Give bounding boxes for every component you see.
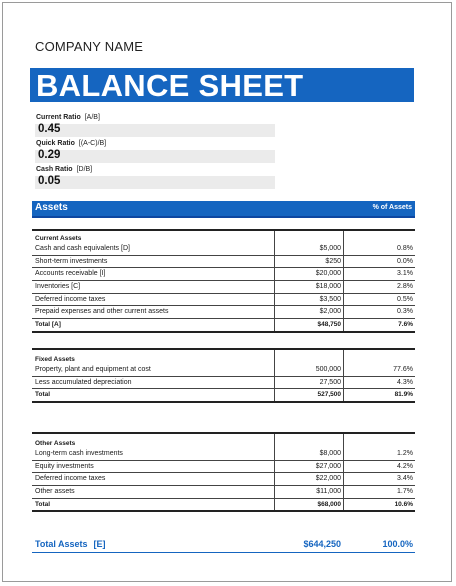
cash-ratio-value: 0.05 [38,175,61,187]
row-label: Property, plant and equipment at cost [35,366,151,373]
row-amount: $2,000 [319,308,341,316]
pct-assets-header: % of Assets [372,204,412,211]
total-assets-row[interactable] [32,537,415,553]
current-ratio-cell[interactable] [35,124,275,137]
cash-ratio-formula: [D/B] [76,166,93,173]
table-row[interactable] [32,256,415,269]
current-ratio-value: 0.45 [38,123,61,135]
total-amount: $68,000 [317,500,341,508]
row-label: Accounts receivable [I] [35,270,106,278]
table-row[interactable] [32,461,415,474]
row-label: Inventories [C] [35,283,81,291]
row-amount: $8,000 [319,450,341,457]
fixed-assets-title: Fixed Assets [35,356,75,363]
table-row[interactable] [32,268,415,281]
other-assets-title: Other Assets [35,440,76,447]
row-pct: 0.5% [397,295,413,303]
row-amount: $22,000 [315,475,341,483]
row-amount: $11,000 [316,488,341,496]
table-row[interactable] [32,364,415,377]
cash-ratio-label [36,166,92,173]
total-assets-name: Total Assets [35,539,88,549]
row-pct: 1.2% [397,450,413,457]
row-pct: 3.1% [397,270,413,278]
total-label: Total [35,500,51,508]
total-label: Total [35,391,51,399]
fixed-assets-section [32,348,415,403]
company-name: COMPANY NAME [35,39,144,54]
row-label: Equity investments [35,462,94,470]
row-amount: 27,500 [319,378,341,386]
total-assets-pct: 100.0% [382,539,413,549]
row-pct: 4.2% [397,462,413,470]
total-amount: $48,750 [317,321,341,329]
other-assets-section [32,432,415,512]
quick-ratio-cell[interactable] [35,150,275,163]
row-pct: 0.8% [397,245,413,252]
current-ratio-formula: [A/B] [84,114,100,121]
assets-title: Assets [35,202,68,213]
current-assets-title: Current Assets [35,235,82,242]
total-row[interactable] [32,389,415,403]
current-ratio-name: Current Ratio [36,114,81,121]
row-amount: $18,000 [315,283,341,291]
table-row[interactable] [32,486,415,499]
page-title: BALANCE SHEET [36,68,304,103]
total-row[interactable] [32,319,415,333]
total-row[interactable] [32,499,415,513]
row-amount: $5,000 [319,245,341,252]
row-label: Cash and cash equivalents [D] [35,245,130,252]
row-amount: 500,000 [315,366,341,373]
row-label: Long-term cash investments [35,450,123,457]
row-pct: 0.3% [397,308,413,316]
current-ratio-label [36,114,100,121]
total-pct: 7.6% [398,321,413,329]
row-label: Deferred income taxes [35,475,106,483]
row-label: Less accumulated depreciation [35,378,132,386]
cash-ratio-cell[interactable] [35,176,275,189]
total-amount: 527,500 [317,391,341,399]
row-label: Short-term investments [35,257,108,265]
row-pct: 77.6% [393,366,413,373]
row-label: Other assets [35,488,75,496]
table-row[interactable] [32,294,415,307]
row-label: Deferred income taxes [35,295,106,303]
table-row[interactable] [32,377,415,390]
row-pct: 3.4% [397,475,413,483]
table-row[interactable] [32,281,415,294]
row-label: Prepaid expenses and other current assets [35,308,169,316]
total-pct: 10.6% [394,500,413,508]
table-row[interactable] [32,306,415,319]
total-assets-amount: $644,250 [303,539,341,549]
cash-ratio-name: Cash Ratio [36,166,73,173]
title-banner [30,68,414,102]
total-assets-formula: [E] [93,539,106,549]
current-assets-section [32,229,415,333]
quick-ratio-formula: [(A-C)/B] [78,140,107,147]
total-pct: 81.9% [394,391,413,399]
row-amount: $20,000 [315,270,341,278]
total-label: Total [A] [35,321,61,329]
table-row[interactable] [32,243,415,256]
total-assets-label [35,539,106,549]
quick-ratio-value: 0.29 [38,149,61,161]
row-pct: 4.3% [397,378,413,386]
quick-ratio-name: Quick Ratio [36,140,75,147]
row-amount: $250 [325,257,341,265]
row-pct: 2.8% [397,283,413,291]
quick-ratio-label [36,140,106,147]
table-row[interactable] [32,473,415,486]
table-row[interactable] [32,448,415,461]
row-pct: 0.0% [397,257,413,265]
row-amount: $3,500 [319,295,341,303]
row-amount: $27,000 [315,462,341,470]
assets-header [32,201,415,218]
row-pct: 1.7% [397,488,413,496]
